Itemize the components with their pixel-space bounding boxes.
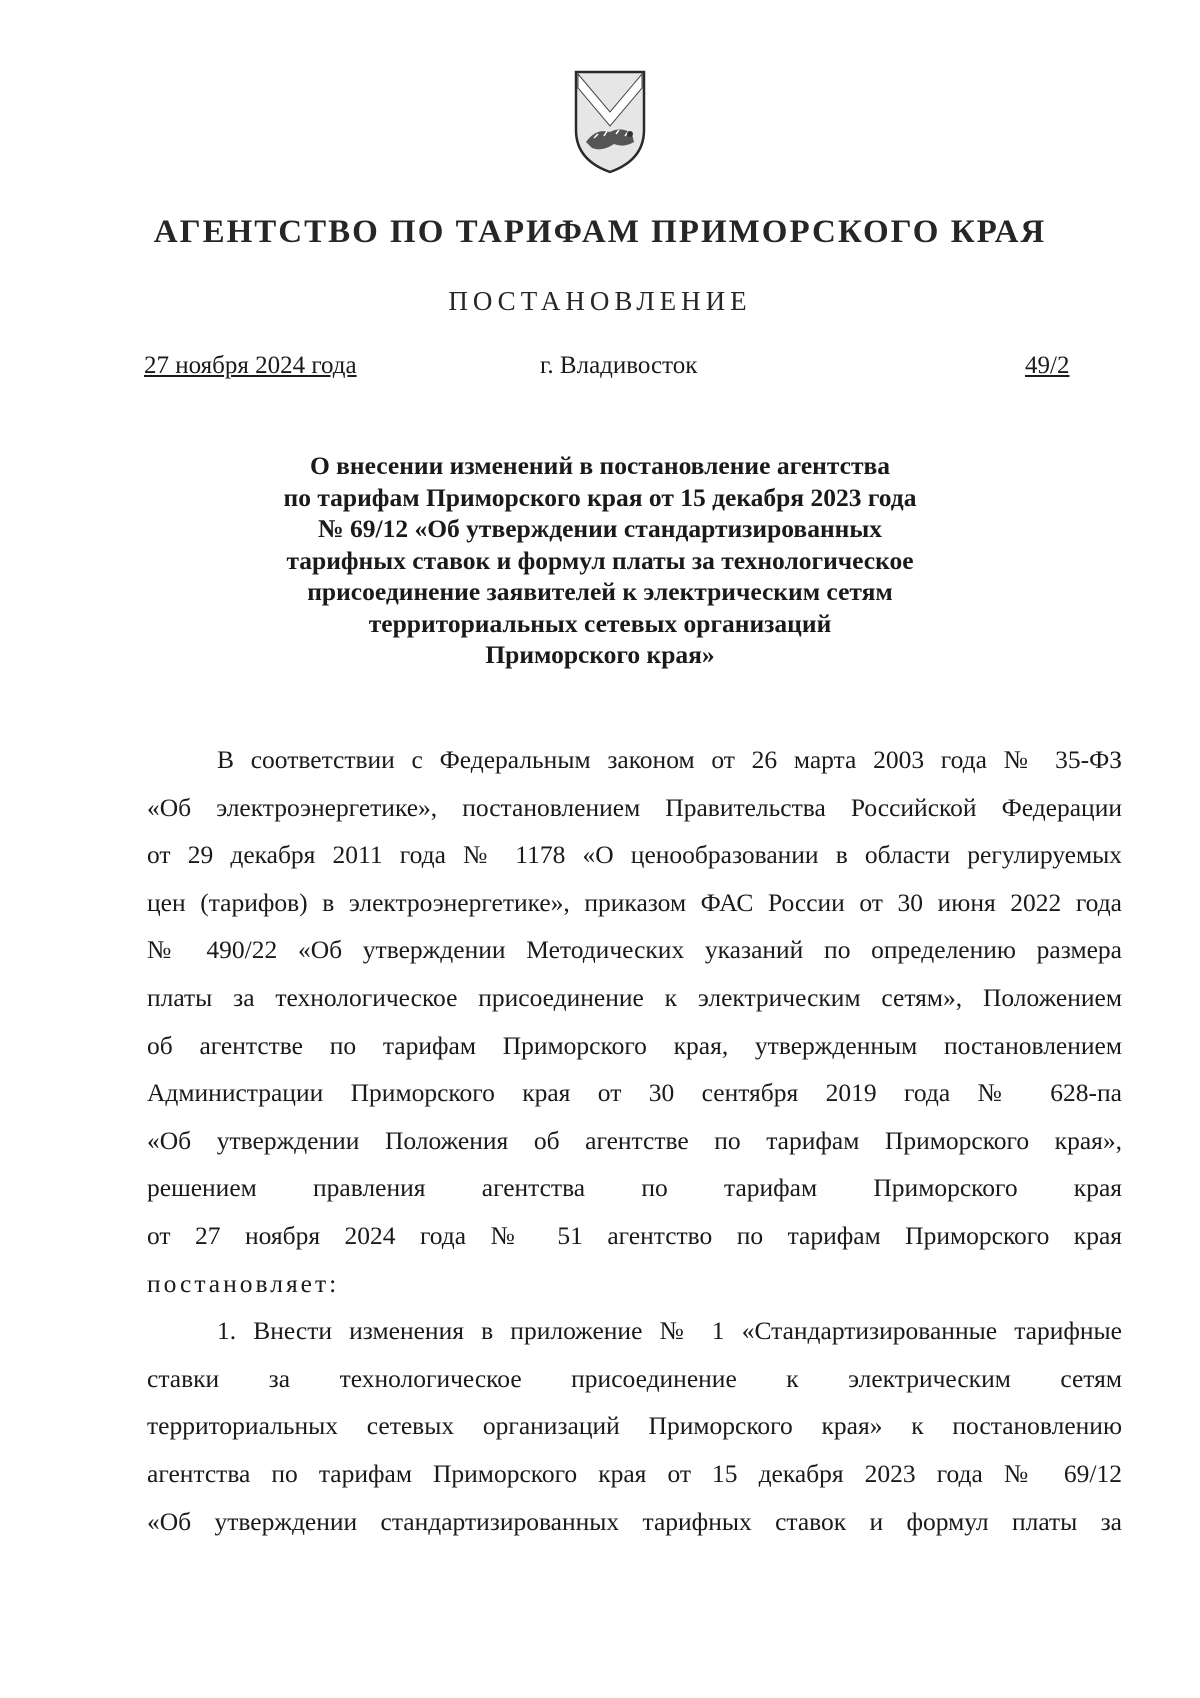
subject-line: Приморского края» [485, 640, 715, 669]
body-line: решением правления агентства по тарифам Приморского края [147, 1173, 1122, 1203]
document-date: 27 ноября 2024 года [144, 352, 357, 379]
body-line: «Об утверждении стандартизированных тарифных ставок и формул платы за [147, 1506, 1122, 1536]
body-line: Администрации Приморского края от 30 сентября 2019 года № 628-па [147, 1078, 1122, 1108]
document-type: ПОСТАНОВЛЕНИЕ [448, 286, 752, 316]
body-line: об агентстве по тарифам Приморского края, утвержденным постановлением [147, 1030, 1122, 1060]
coat-of-arms-icon [570, 68, 650, 176]
subject-line: О внесении изменений в постановление агентства [309, 451, 891, 480]
body-line: территориальных сетевых организаций Приморского края» к постановлению [147, 1411, 1122, 1441]
body-line: постановляет: [147, 1268, 340, 1298]
document-city: г. Владивосток [540, 352, 698, 379]
body-line: 1. Внести изменения в приложение № 1 «Стандартизированные тарифные [217, 1316, 1122, 1346]
body-line: от 27 ноября 2024 года № 51 агентство по тарифам Приморского края [147, 1220, 1122, 1250]
body-line: агентства по тарифам Приморского края от 15 декабря 2023 года № 69/12 [147, 1458, 1122, 1488]
document-body [147, 736, 1122, 1545]
subject-line: тарифных ставок и формул платы за технологическое [286, 545, 914, 575]
document-subject [220, 450, 980, 671]
body-line: «Об утверждении Положения об агентстве по тарифам Приморского края», [147, 1125, 1122, 1155]
body-line: платы за технологическое присоединение к электрическим сетям», Положением [147, 982, 1122, 1012]
document-number: 49/2 [1025, 352, 1070, 379]
subject-line: № 69/12 «Об утверждении стандартизированных [318, 514, 882, 543]
body-line: «Об электроэнергетике», постановлением Правительства Российской Федерации [147, 792, 1122, 822]
body-line: цен (тарифов) в электроэнергетике», приказом ФАС России от 30 июня 2022 года [147, 887, 1122, 917]
subject-line: по тарифам Приморского края от 15 декабря 2023 года [283, 482, 917, 512]
body-line: от 29 декабря 2011 года № 1178 «О ценообразовании в области регулируемых [147, 840, 1122, 870]
subject-line: присоединение заявителей к электрическим сетям [307, 577, 893, 606]
body-line: ставки за технологическое присоединение к электрическим сетям [147, 1363, 1122, 1393]
organization-title: АГЕНТСТВО ПО ТАРИФАМ ПРИМОРСКОГО КРАЯ [153, 214, 1047, 250]
body-line: № 490/22 «Об утверждении Методических указаний по определению размера [147, 935, 1122, 965]
subject-line: территориальных сетевых организаций [368, 608, 832, 638]
body-line: В соответствии с Федеральным законом от 26 марта 2003 года № 35-ФЗ [217, 745, 1122, 774]
